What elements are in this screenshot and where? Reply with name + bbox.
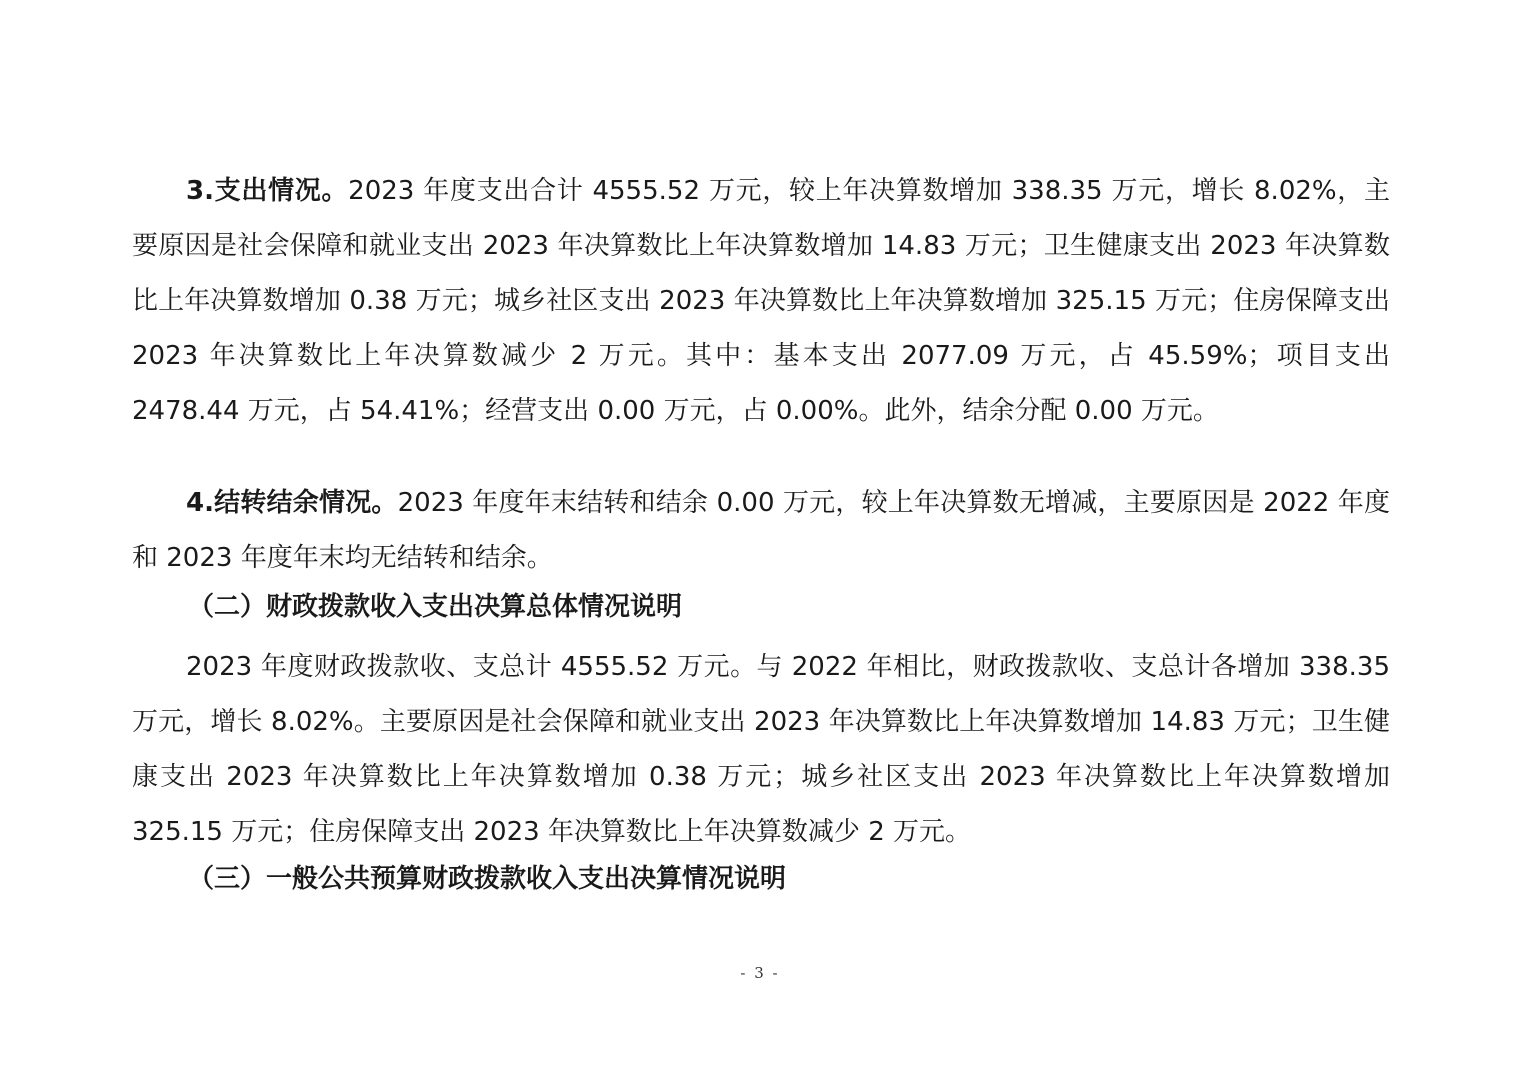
carryover-paragraph [132, 476, 1390, 586]
fiscal-overall-paragraph [132, 640, 1390, 860]
expenditure-paragraph [132, 164, 1390, 439]
carryover-body: 2023 年度年末结转和结余 0.00 万元，较上年决算数无增减，主要原因是 2022 年度和 2023 年度年末均无结转和结余。 [132, 488, 1390, 573]
general-budget-heading: （三）一般公共预算财政拨款收入支出决算情况说明 [188, 864, 787, 894]
expenditure-lead: 3.支出情况。 [186, 176, 349, 206]
page-number: - 3 - [740, 964, 780, 982]
fiscal-overall-body: 2023 年度财政拨款收、支总计 4555.52 万元。与 2022 年相比，财政拨款收、支总计各增加 338.35 万元，增长 8.02%。主要原因是社会保障和就业支出 2023 年决算数比上年决算数增加 14.83 万元；卫生健康支出 2023 年决算数比上年决算数增加 0.38 万元；城乡社区支出 2023 年决算数比上年决算数增加 325.15 万元；住房保障支出 2023 年决算数比上年决算数减少 2 万元。 [132, 652, 1390, 847]
carryover-lead: 4.结转结余情况。 [186, 488, 398, 518]
expenditure-body: 2023 年度支出合计 4555.52 万元，较上年决算数增加 338.35 万元，增长 8.02%，主要原因是社会保障和就业支出 2023 年决算数比上年决算数增加 14.83 万元；卫生健康支出 2023 年决算数比上年决算数增加 0.38 万元；城乡社区支出 2023 年决算数比上年决算数增加 325.15 万元；住房保障支出 2023 年决算数比上年决算数减少 2 万元。其中：基本支出 2077.09 万元，占 45.59%；项目支出 2478.44 万元，占 54.41%；经营支出 0.00 万元，占 0.00%。此外，结余分配 0.00 万元。 [132, 176, 1391, 426]
fiscal-overall-heading: （二）财政拨款收入支出决算总体情况说明 [188, 592, 683, 622]
